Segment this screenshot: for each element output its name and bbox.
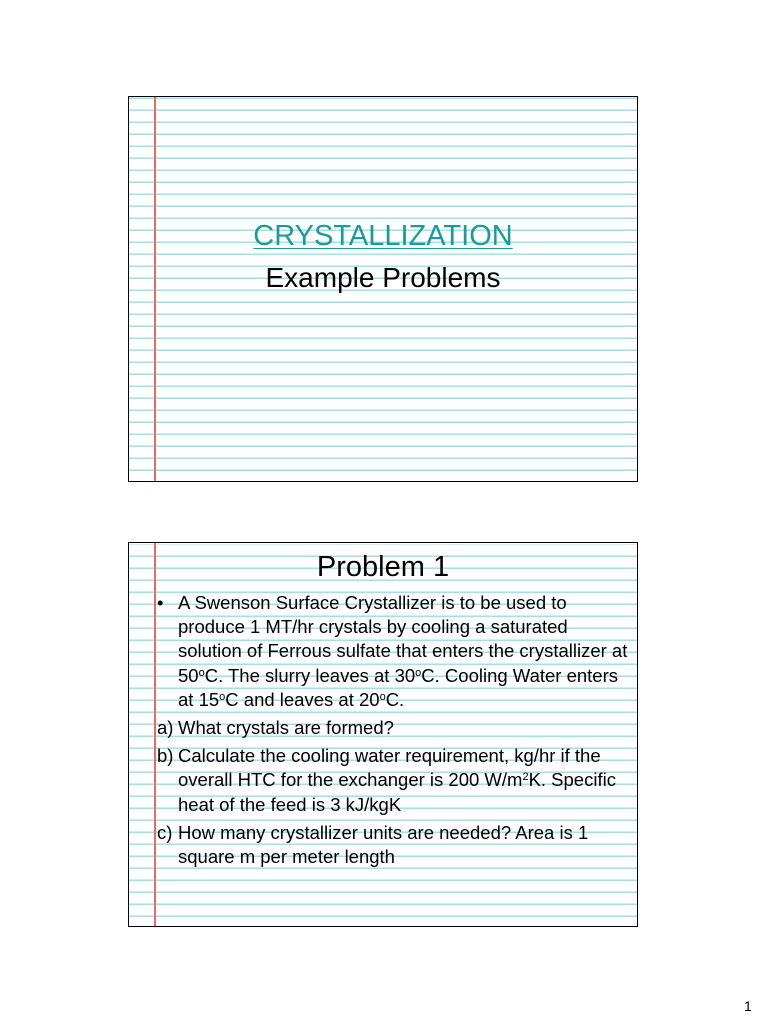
slide-title [128, 96, 638, 482]
problem-intro-text [178, 591, 633, 712]
intro-text-part: C and leaves at 20 [225, 688, 380, 710]
question-b-marker: b) [157, 745, 174, 767]
degree-superscript: o [379, 690, 386, 703]
question-b-text-part: Calculate the cooling water requirement, kg/hr if the overall HTC for the exchanger is 200 W/m [178, 745, 601, 791]
question-c-text: How many crystallizer units are needed? Area is 1 square m per meter length [178, 821, 589, 868]
question-a-marker: a) [157, 717, 174, 739]
bullet-marker: • [157, 592, 164, 613]
question-c [157, 821, 633, 869]
slide-subtitle: Example Problems [265, 262, 501, 293]
intro-text-part: C. The slurry leaves at 30 [204, 664, 416, 686]
question-b-text-part: K. Specific heat of the feed is 3 kJ/kgK [178, 769, 616, 815]
question-a-text: What crystals are formed? [178, 717, 394, 739]
slide-problem-1 [128, 542, 638, 927]
question-b [157, 744, 633, 817]
intro-text-part: A Swenson Surface Crystallizer is to be used to produce 1 MT/hr crystals by cooling a saturated solution of Ferrous sulfate that enters the crystallizer at 50 [178, 592, 628, 686]
intro-text-part: C. Cooling Water enters at 15 [178, 664, 619, 710]
squared-superscript: 2 [522, 771, 529, 784]
degree-superscript: o [219, 690, 226, 703]
intro-text-part: C. [385, 688, 405, 710]
degree-superscript: o [198, 666, 205, 679]
degree-superscript: o [415, 666, 422, 679]
page-number: 1 [744, 998, 752, 1014]
question-a [157, 716, 633, 740]
crystallization-title-link[interactable]: CRYSTALLIZATION [253, 220, 513, 252]
question-b-text [178, 744, 633, 817]
problem-body [157, 591, 633, 873]
question-c-marker: c) [157, 821, 173, 843]
problem-title: Problem 1 [316, 551, 450, 583]
problem-intro [157, 591, 633, 712]
